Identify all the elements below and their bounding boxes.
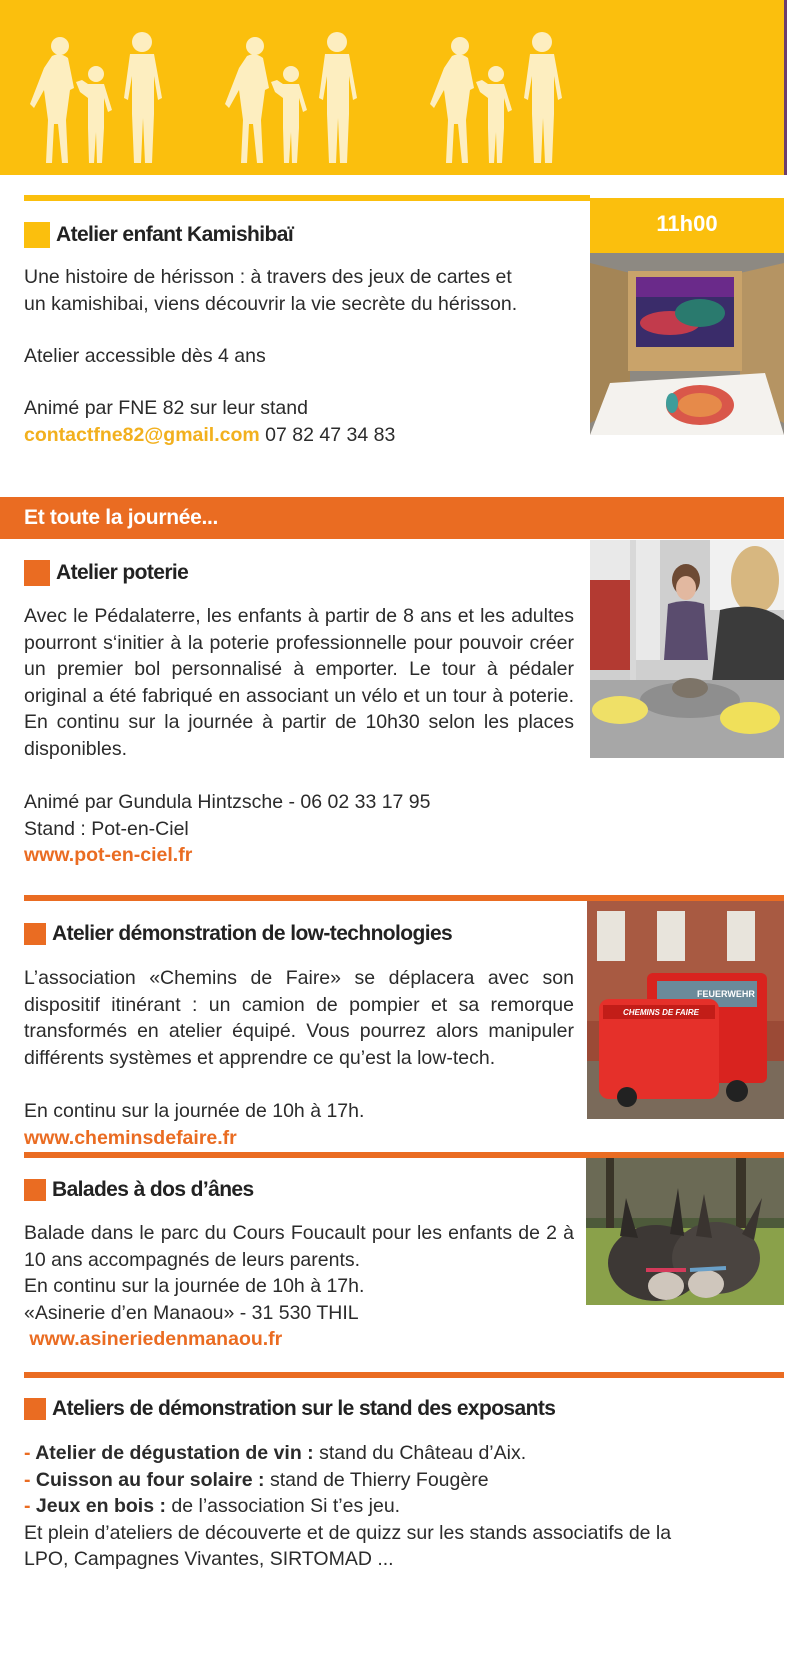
phone-number: 07 82 47 34 83 xyxy=(259,423,396,446)
family-silhouette-3 xyxy=(430,28,570,168)
section-title-lowtech xyxy=(24,922,452,946)
lowtech-description xyxy=(24,965,574,1071)
item-label: Atelier de dégustation de vin : xyxy=(35,1442,314,1464)
lowtech-link[interactable]: www.cheminsdefaire.fr xyxy=(24,1126,237,1149)
bullet-square-icon xyxy=(24,1398,46,1420)
poterie-details xyxy=(24,789,574,869)
kamishibai-description xyxy=(24,264,564,317)
anes-link[interactable]: www.asineriedenmanaou.fr xyxy=(24,1328,283,1350)
trailer-label: CHEMINS DE FAIRE xyxy=(623,1008,700,1017)
section-title-anes xyxy=(24,1178,254,1202)
stand-line: Stand : Pot-en-Ciel xyxy=(24,817,189,840)
address-line: «Asinerie d’en Manaou» - 31 530 THIL xyxy=(24,1301,359,1324)
bullet-square-icon xyxy=(24,1179,46,1201)
section-title-text: Atelier enfant Kamishibaï xyxy=(56,223,294,246)
lowtech-photo xyxy=(587,901,784,1119)
family-silhouette-2 xyxy=(225,28,365,168)
demos-list xyxy=(24,1440,784,1573)
lowtech-details xyxy=(24,1098,574,1151)
description-line: Une histoire de hérisson : à travers des jeux de cartes et xyxy=(24,266,512,288)
bullet-square-icon xyxy=(24,222,50,248)
anes-photo xyxy=(586,1158,784,1305)
item-text: stand du Château d’Aix. xyxy=(313,1442,527,1464)
anes-details xyxy=(24,1273,574,1353)
list-item xyxy=(24,1440,784,1467)
section-title-text: Atelier démonstration de low-technologies xyxy=(52,922,453,945)
list-item xyxy=(24,1467,784,1494)
section-title-demos xyxy=(24,1397,555,1421)
family-silhouette-1 xyxy=(30,28,170,168)
description-text: Avec le Pédalaterre, les enfants à partir de 8 ans et les adultes pourront s‘initier à la poterie professionnelle pour pouvoir créer un premier bol personnalisé à emporter. Le tour à pédaler original a été fabriqué en associant un vélo et un tour à poterie. xyxy=(24,605,574,707)
list-dash: - xyxy=(24,1468,36,1491)
section-title-text: Balades à dos d’ânes xyxy=(52,1178,254,1201)
item-label: Cuisson au four solaire : xyxy=(35,1468,265,1491)
item-text: stand de Thierry Fougère xyxy=(264,1468,489,1491)
section-divider xyxy=(24,195,590,201)
section-title-text: Ateliers de démonstration sur le stand des exposants xyxy=(52,1397,556,1420)
schedule-line: En continu sur la journée de 10h à 17h. xyxy=(24,1100,365,1122)
schedule-text: En continu sur la journée à partir de 10h30 selon les places disponibles. xyxy=(24,711,574,760)
poterie-link[interactable]: www.pot-en-ciel.fr xyxy=(24,844,193,866)
anes-description xyxy=(24,1220,574,1273)
item-label: Jeux en bois : xyxy=(35,1495,166,1517)
email-link[interactable]: contactfne82@gmail.com xyxy=(24,423,260,446)
poterie-photo xyxy=(590,540,784,758)
section-title-kamishibai xyxy=(24,222,293,248)
kamishibai-photo xyxy=(590,253,784,435)
schedule-line: En continu sur la journée de 10h à 17h. xyxy=(24,1275,365,1297)
bullet-square-icon xyxy=(24,560,50,586)
truck-label: FEUERWEHR xyxy=(697,989,755,999)
kamishibai-contact xyxy=(24,395,564,448)
section-title-poterie xyxy=(24,560,188,586)
host-line: Animé par Gundula Hintzsche - 06 02 33 17 95 xyxy=(24,791,431,813)
list-dash: - xyxy=(24,1442,36,1464)
footer-line: Et plein d’ateliers de découverte et de quizz sur les stands associatifs de la xyxy=(24,1521,672,1544)
poterie-description xyxy=(24,603,574,762)
kamishibai-age: Atelier accessible dès 4 ans xyxy=(24,345,266,367)
section-divider xyxy=(24,1372,784,1378)
section-title-text: Atelier poterie xyxy=(56,561,189,584)
description-line: un kamishibai, viens découvrir la vie secrète du hérisson. xyxy=(24,292,518,315)
item-text: de l’association Si t’es jeu. xyxy=(165,1495,401,1517)
list-item xyxy=(24,1493,784,1520)
description-text: Balade dans le parc du Cours Foucault pour les enfants de 2 à 10 ans accompagnés de leurs parents. xyxy=(24,1222,574,1271)
host-line: Animé par FNE 82 sur leur stand xyxy=(24,397,308,419)
footer-line: LPO, Campagnes Vivantes, SIRTOMAD ... xyxy=(24,1548,394,1570)
description-text: L’association «Chemins de Faire» se déplacera avec son dispositif itinérant : un camion de pompier et sa remorque transformés en atelier équipé. Vous pourrez alors manipuler différents systèmes et apprendre ce qu’est la low-tech. xyxy=(24,967,574,1069)
all-day-banner: Et toute la journée... xyxy=(0,497,784,539)
list-dash: - xyxy=(24,1495,36,1517)
contact-line xyxy=(24,422,564,449)
bullet-square-icon xyxy=(24,923,46,945)
session-time: 11h00 xyxy=(590,198,784,253)
